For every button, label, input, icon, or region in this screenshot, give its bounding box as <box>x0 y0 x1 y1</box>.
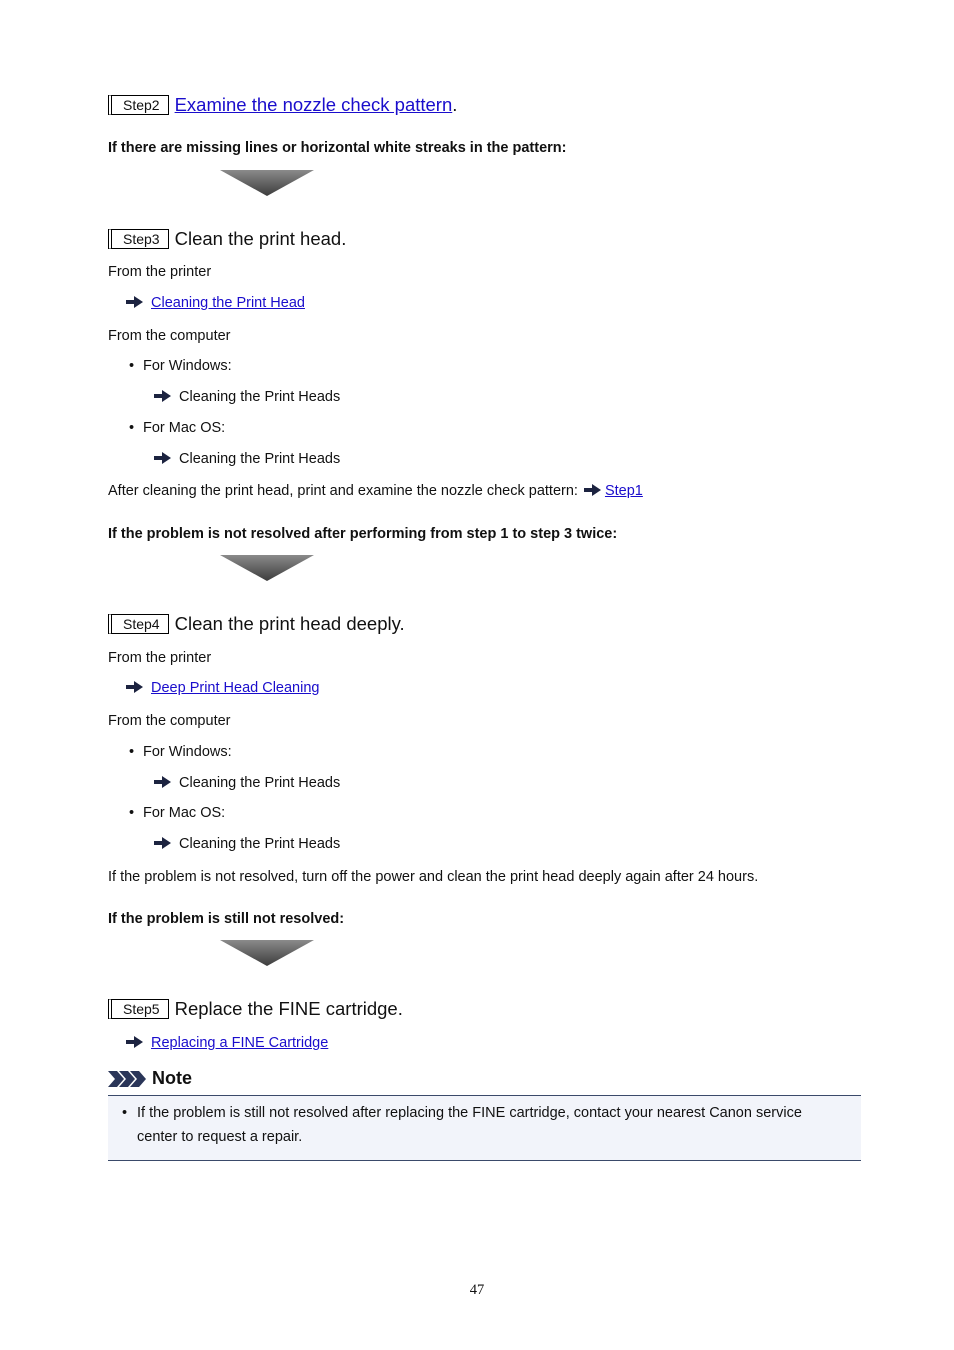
right-arrow-icon <box>584 484 601 496</box>
step4-mac-row <box>154 836 340 852</box>
note-text: If the problem is still not resolved after replacing the FINE cartridge, contact your nearest Canon service center to request a repair. <box>137 1105 802 1145</box>
bullet-icon: • <box>129 420 135 436</box>
page-number: 47 <box>469 1282 485 1298</box>
step3-windows-row <box>154 389 340 405</box>
step3-after-text: After cleaning the print head, print and examine the nozzle check pattern: <box>108 483 578 499</box>
step2-heading <box>108 94 457 116</box>
step5-heading <box>108 998 403 1020</box>
nozzle-check-link[interactable]: Examine the nozzle check pattern <box>174 94 453 115</box>
cleaning-print-head-link[interactable]: Cleaning the Print Head <box>151 295 305 311</box>
bullet-icon: • <box>129 358 135 374</box>
step3-windows-link[interactable]: Cleaning the Print Heads <box>179 389 341 405</box>
step4-windows-row <box>154 775 340 791</box>
bullet-icon: • <box>129 744 135 760</box>
note-label: Note <box>152 1068 192 1088</box>
step3-badge: Step3 <box>108 229 169 249</box>
step4-mac-link[interactable]: Cleaning the Print Heads <box>179 836 341 852</box>
step4-printer-link-row <box>126 680 319 696</box>
step3-mac-label: For Mac OS: <box>143 420 226 436</box>
step4-from-computer: From the computer <box>108 713 231 729</box>
condition-not-resolved-twice: If the problem is not resolved after performing from step 1 to step 3 twice: <box>108 526 618 542</box>
right-arrow-icon <box>154 776 171 788</box>
step4-from-printer: From the printer <box>108 650 212 666</box>
step3-title: Clean the print head. <box>174 228 347 249</box>
step5-title: Replace the FINE cartridge. <box>174 998 403 1019</box>
step3-from-computer: From the computer <box>108 328 231 344</box>
note-box <box>108 1095 861 1161</box>
down-arrow-icon <box>220 170 314 196</box>
condition-missing-lines: If there are missing lines or horizontal white streaks in the pattern: <box>108 140 567 156</box>
condition-still-not-resolved: If the problem is still not resolved: <box>108 911 345 927</box>
right-arrow-icon <box>154 452 171 464</box>
step3-from-printer: From the printer <box>108 264 212 280</box>
bullet-icon: • <box>129 805 135 821</box>
step4-badge: Step4 <box>108 614 169 634</box>
right-arrow-icon <box>126 681 143 693</box>
step5-link-row <box>126 1035 328 1051</box>
step4-title: Clean the print head deeply. <box>174 613 405 634</box>
note-chevrons-icon <box>108 1070 146 1088</box>
step3-windows-label: For Windows: <box>143 358 232 374</box>
right-arrow-icon <box>154 837 171 849</box>
right-arrow-icon <box>126 1036 143 1048</box>
replacing-fine-cartridge-link[interactable]: Replacing a FINE Cartridge <box>151 1035 329 1051</box>
step3-mac-row <box>154 451 340 467</box>
step3-printer-link-row <box>126 295 305 311</box>
down-arrow-icon <box>220 555 314 581</box>
step2-badge: Step2 <box>108 95 169 115</box>
step5-badge: Step5 <box>108 999 169 1019</box>
step3-after-row <box>108 483 643 499</box>
step4-windows-link[interactable]: Cleaning the Print Heads <box>179 775 341 791</box>
bullet-icon: • <box>122 1105 128 1121</box>
step1-link[interactable]: Step1 <box>604 483 643 499</box>
step4-windows-label: For Windows: <box>143 744 232 760</box>
step3-mac-link[interactable]: Cleaning the Print Heads <box>179 451 341 467</box>
note-heading <box>108 1068 192 1089</box>
step4-after-text: If the problem is not resolved, turn off the power and clean the print head deeply again after 24 hours. <box>108 869 759 885</box>
step2-period: . <box>452 94 458 115</box>
deep-print-head-cleaning-link[interactable]: Deep Print Head Cleaning <box>151 680 320 696</box>
right-arrow-icon <box>154 390 171 402</box>
step4-heading <box>108 613 405 635</box>
down-arrow-icon <box>220 940 314 966</box>
step4-mac-label: For Mac OS: <box>143 805 226 821</box>
right-arrow-icon <box>126 296 143 308</box>
step3-heading <box>108 228 346 250</box>
